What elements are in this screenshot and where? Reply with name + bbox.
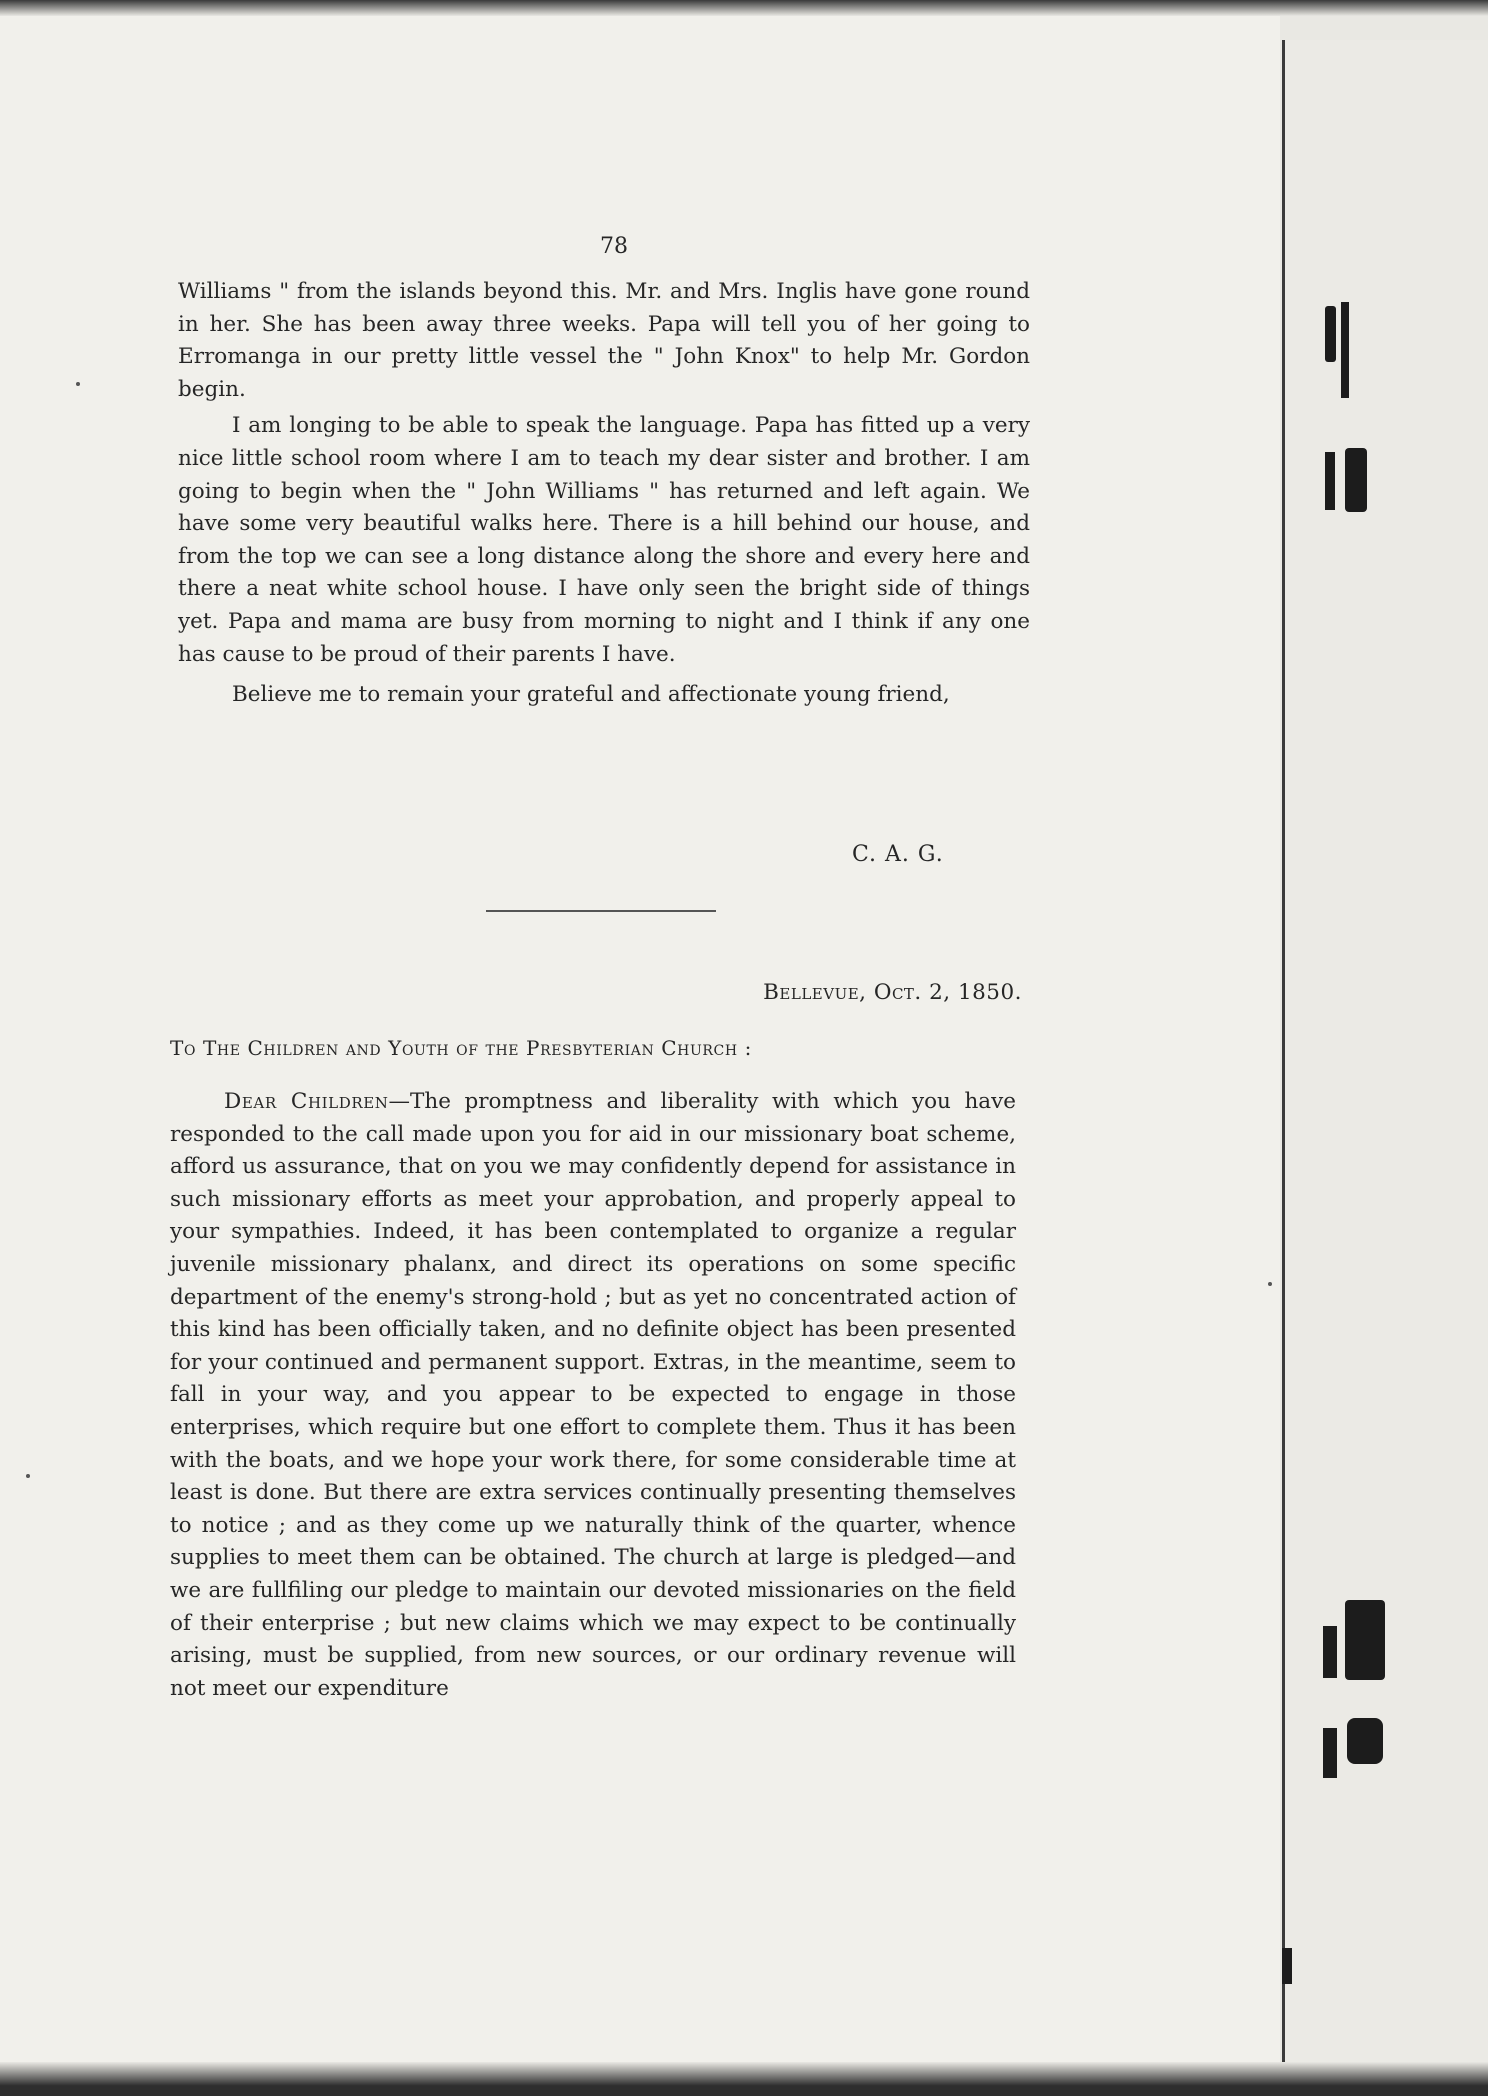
paragraph: I am longing to be able to speak the language. Papa has fitted up a very nice little school room where I am to teach my dear sister and brother. I am going to begin when the " John Williams " has returned and left again. We have some very beautiful walks here. There is a hill behind our house, and from the top we can see a long distance along the shore and every here and there a neat white school house. I have only seen the bright side of things yet. Papa and mama are busy from morning to night and I think if any one has cause to be proud of their parents I have. — [178, 413, 1030, 667]
binding-mark — [1323, 1626, 1337, 1678]
page-number: 78 — [600, 234, 628, 259]
paragraph-text: —The promptness and liberality with which you have responded to the call made upon you for aid in our missionary boat scheme, afford us assurance, that on you we may confidently depend for assistance in such missionary efforts as meet your approbation, and properly appeal to your sympathies. Indeed, it has been contemplated to organize a regular juvenile missionary phalanx, and direct its operations on some specific department of the enemy's strong-hold ; but as yet no concentrated action of this kind has been officially taken, and no definite object has been presented for your continued and permanent support. Extras, in the meantime, seem to fall in your way, and you appear to be expected to engage in those enterprises, which require but one effort to complete them. Thus it has been with the boats, and we hope your work there, for some considerable time at least is done. But there are extra services continually presenting themselves to notice ; and as they come up we naturally think of the quarter, whence supplies to meet them can be obtained. The church at large is pledged—and we are fullfiling our pledge to maintain our devoted missionaries on the field of their enterprise ; but new claims which we may expect to be continually arising, must be supplied, from new sources, or our ordinary revenue will not meet our expenditure — [170, 1089, 1016, 1701]
binding-mark — [1323, 1728, 1337, 1778]
paragraph: Williams " from the islands beyond this. Mr. and Mrs. Inglis have gone round in her. She has been away three weeks. Papa will tell you of her going to Erromanga in our pretty little vessel the " John Knox" to help Mr. Gordon begin. — [178, 279, 1030, 402]
binding-mark — [1345, 448, 1367, 512]
signature: C. A. G. — [852, 842, 944, 867]
bottom-scan-edge — [0, 2062, 1488, 2096]
dateline: Bellevue, Oct. 2, 1850. — [763, 980, 1022, 1005]
binding-mark — [1345, 1600, 1385, 1680]
top-scan-shadow — [0, 0, 1488, 16]
binding-mark — [1325, 306, 1336, 362]
paper-speck — [26, 1474, 30, 1478]
right-page-edge — [1282, 40, 1488, 2062]
section-divider — [486, 910, 716, 912]
binding-mark — [1282, 1948, 1292, 1984]
paper-speck — [1268, 1282, 1272, 1286]
letter-two-body — [170, 1086, 1016, 1705]
opening-words: Dear Children — [224, 1089, 389, 1114]
letter-one-body — [178, 276, 1030, 712]
paragraph: Believe me to remain your grateful and affectionate young friend, — [232, 682, 950, 708]
binding-mark — [1347, 1718, 1383, 1764]
salutation: To The Children and Youth of the Presbyterian Church : — [170, 1036, 752, 1060]
binding-mark — [1325, 452, 1335, 510]
paper-speck — [76, 382, 80, 386]
binding-mark — [1341, 302, 1349, 398]
paragraph — [170, 1086, 1016, 1705]
